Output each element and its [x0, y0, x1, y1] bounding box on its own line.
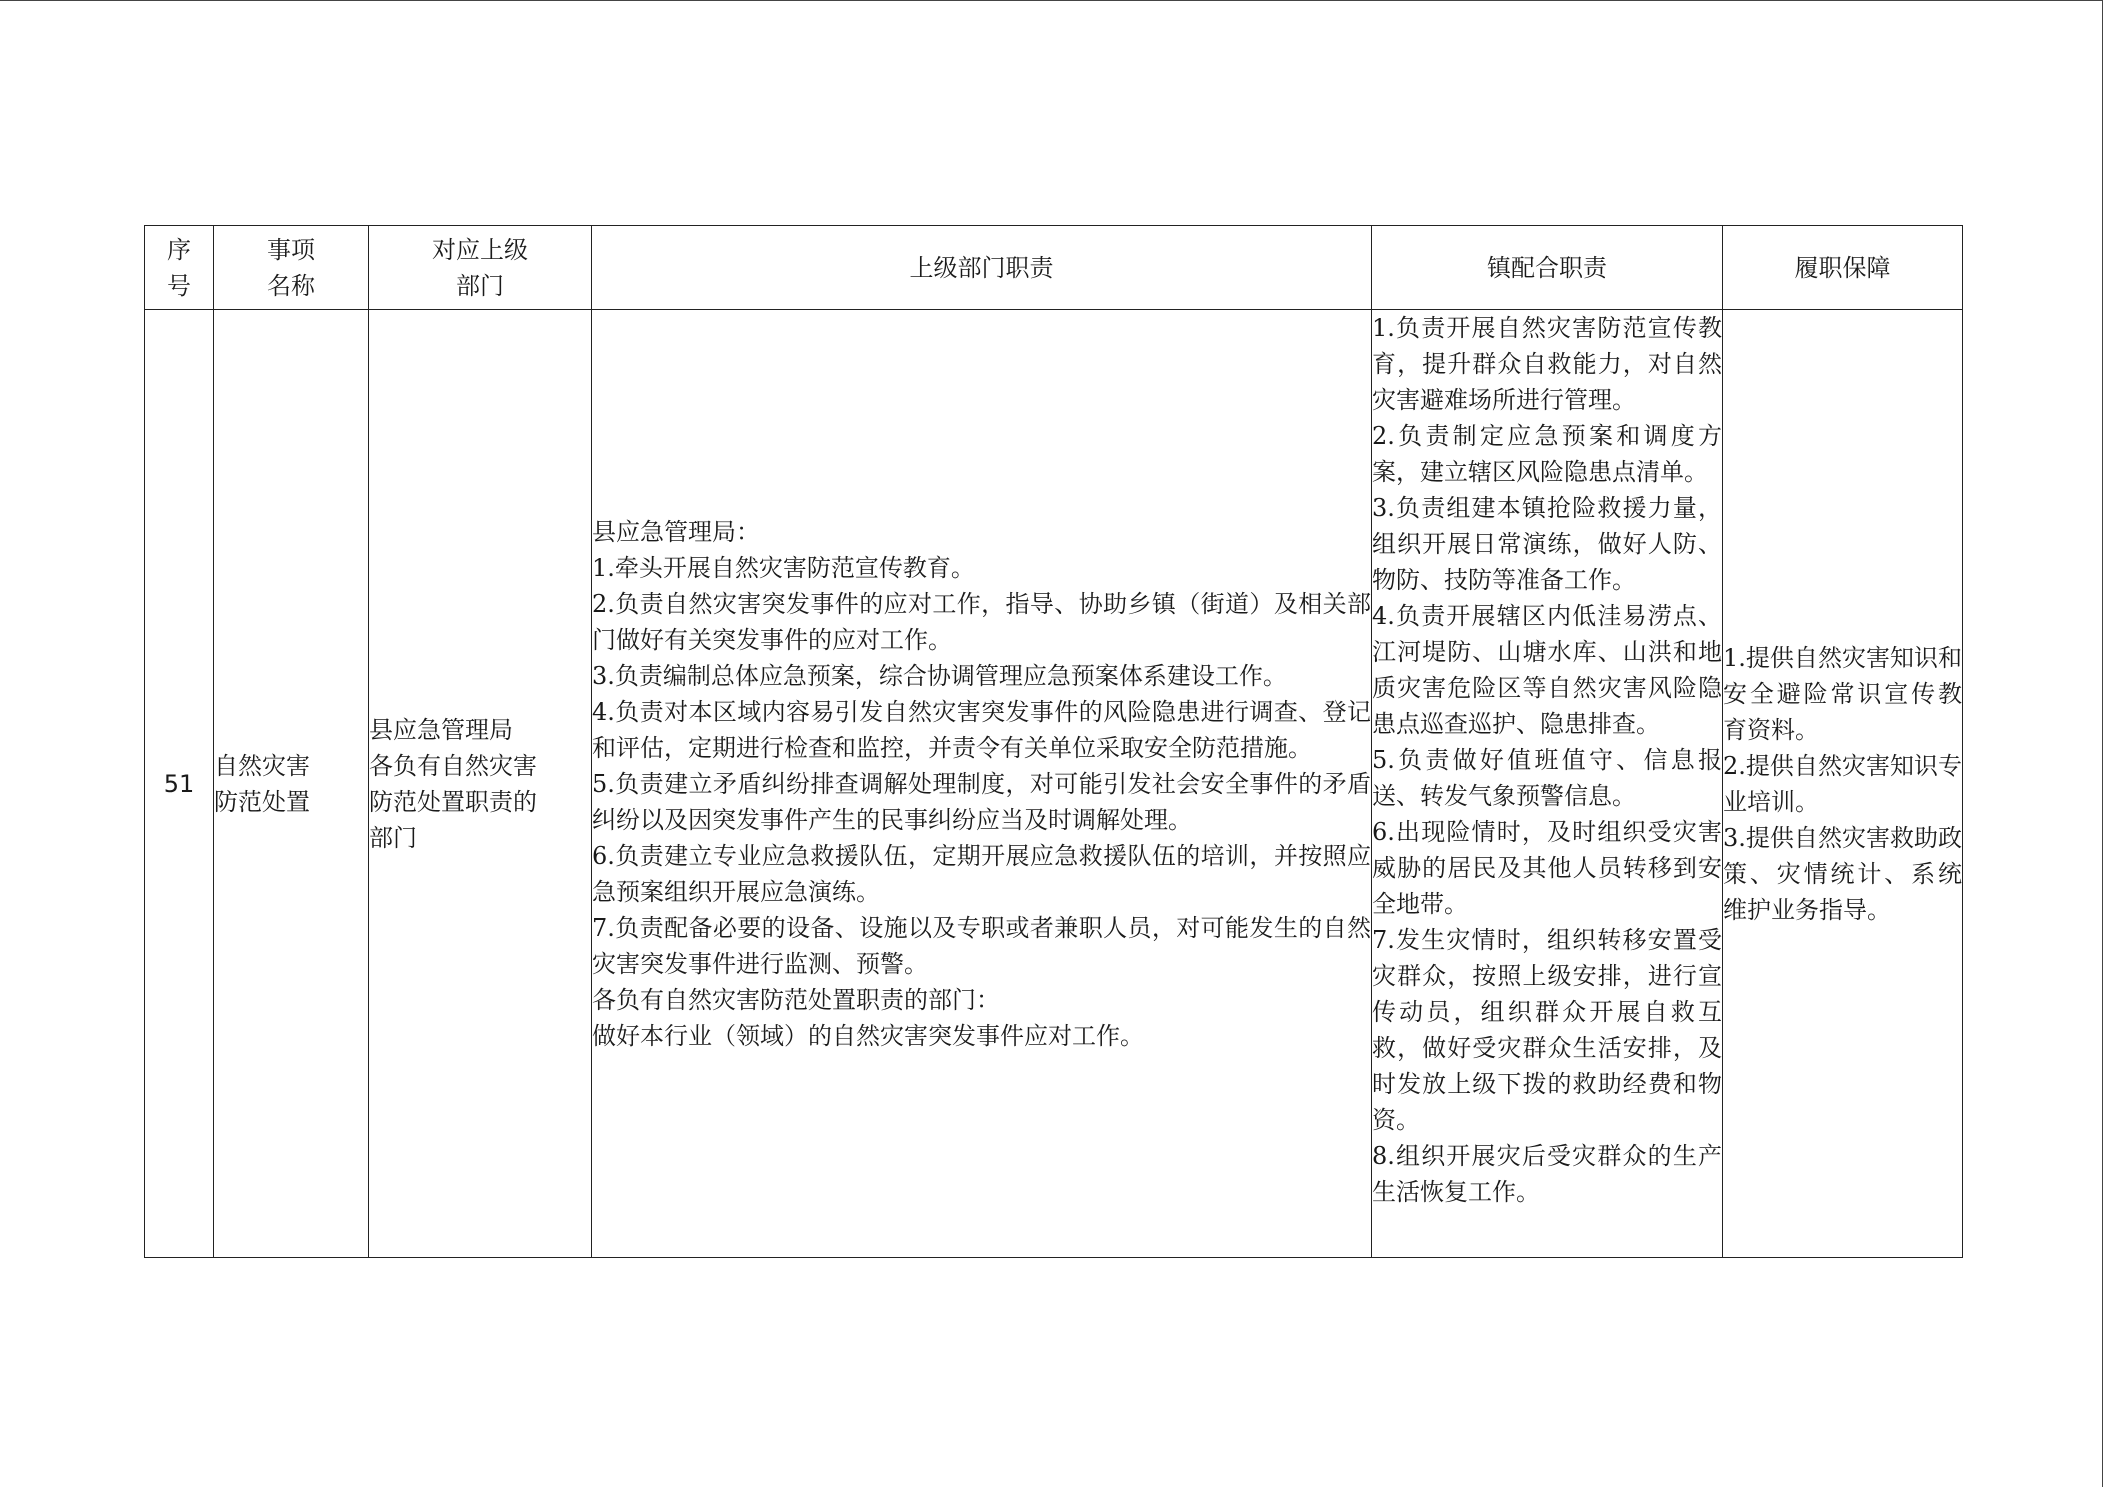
upper-duty-item: 做好本行业（领域）的自然灾害突发事件应对工作。 [592, 1021, 1144, 1050]
guarantee-item: 2.提供自然灾害知识专业培训。 [1723, 751, 1962, 816]
header-upper-duty: 上级部门职责 [592, 226, 1372, 310]
header-town-duty: 镇配合职责 [1372, 226, 1723, 310]
cell-index: 51 [145, 310, 214, 1258]
table-row [145, 310, 1963, 1258]
header-index: 序 号 [145, 226, 214, 310]
header-dept: 对应上级 部门 [369, 226, 592, 310]
upper-duty-item: 4.负责对本区域内容易引发自然灾害突发事件的风险隐患进行调查、登记和评估，定期进行检查和监控，并责令有关单位采取安全防范措施。 [592, 697, 1371, 762]
town-duty-item: 3.负责组建本镇抢险救援力量，组织开展日常演练，做好人防、物防、技防等准备工作。 [1372, 494, 1722, 594]
cell-town-duty [1372, 310, 1723, 1258]
town-duty-item: 2.负责制定应急预案和调度方案，建立辖区风险隐患点清单。 [1372, 422, 1722, 486]
cell-dept: 县应急管理局 各负有自然灾害 防范处置职责的 部门 [369, 310, 592, 1258]
town-duty-item: 1.负责开展自然灾害防范宣传教育，提升群众自救能力，对自然灾害避难场所进行管理。 [1372, 314, 1722, 414]
cell-upper-duty [592, 310, 1372, 1258]
upper-duty-heading: 各负有自然灾害防范处置职责的部门： [592, 985, 1000, 1014]
upper-duty-item: 7.负责配备必要的设备、设施以及专职或者兼职人员，对可能发生的自然灾害突发事件进行监测、预警。 [592, 913, 1371, 978]
guarantee-item: 1.提供自然灾害知识和安全避险常识宣传教育资料。 [1723, 643, 1962, 744]
table-header-row [145, 226, 1963, 310]
upper-duty-item: 3.负责编制总体应急预案，综合协调管理应急预案体系建设工作。 [592, 661, 1287, 690]
duty-table [144, 225, 1963, 1258]
town-duty-item: 7.发生灾情时，组织转移安置受灾群众，按照上级安排，进行宣传动员，组织群众开展自救互救，做好受灾群众生活安排，及时发放上级下拨的救助经费和物资。 [1372, 926, 1722, 1134]
upper-duty-heading: 县应急管理局： [592, 517, 760, 546]
upper-duty-item: 5.负责建立矛盾纠纷排查调解处理制度，对可能引发社会安全事件的矛盾纠纷以及因突发事件产生的民事纠纷应当及时调解处理。 [592, 769, 1371, 834]
upper-duty-item: 1.牵头开展自然灾害防范宣传教育。 [592, 553, 975, 582]
header-name: 事项 名称 [214, 226, 369, 310]
cell-guarantee [1723, 310, 1963, 1258]
header-guarantee: 履职保障 [1723, 226, 1963, 310]
town-duty-item: 4.负责开展辖区内低洼易涝点、江河堤防、山塘水库、山洪和地质灾害危险区等自然灾害风险隐患点巡查巡护、隐患排查。 [1372, 602, 1722, 738]
guarantee-item: 3.提供自然灾害救助政策、灾情统计、系统维护业务指导。 [1723, 823, 1962, 924]
cell-item-name: 自然灾害 防范处置 [214, 310, 369, 1258]
town-duty-item: 8.组织开展灾后受灾群众的生产生活恢复工作。 [1372, 1142, 1722, 1206]
upper-duty-item: 2.负责自然灾害突发事件的应对工作，指导、协助乡镇（街道）及相关部门做好有关突发事件的应对工作。 [592, 589, 1371, 654]
town-duty-item: 5.负责做好值班值守、信息报送、转发气象预警信息。 [1372, 746, 1722, 810]
town-duty-item: 6.出现险情时，及时组织受灾害威胁的居民及其他人员转移到安全地带。 [1372, 818, 1722, 918]
upper-duty-item: 6.负责建立专业应急救援队伍，定期开展应急救援队伍的培训，并按照应急预案组织开展应急演练。 [592, 841, 1371, 906]
